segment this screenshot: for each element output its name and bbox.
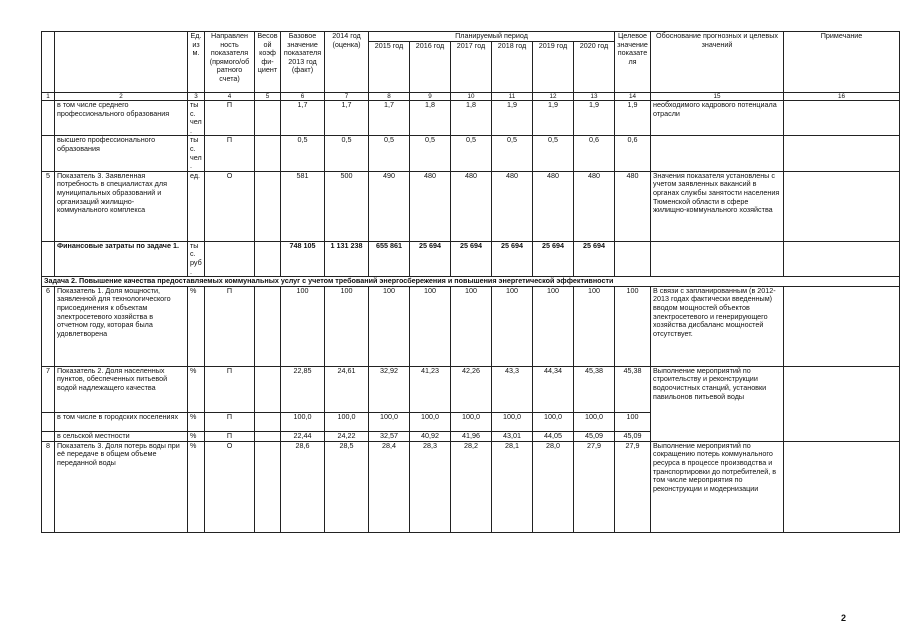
row-justification: Выполнение мероприятий по строительству и реконструкции водоочистных станций, установки павильонов питьевой воды [651, 366, 784, 441]
row-target [615, 241, 651, 276]
row-weight [255, 366, 281, 412]
row-weight [255, 171, 281, 241]
row-note [784, 241, 900, 276]
row-note [784, 286, 900, 366]
row-justification [651, 136, 784, 171]
row-value: 0,6 [574, 136, 615, 171]
row-unit: % [188, 441, 205, 532]
row-value: 100,0 [325, 412, 369, 431]
column-number: 14 [615, 92, 651, 101]
column-number: 15 [651, 92, 784, 101]
row-target: 0,6 [615, 136, 651, 171]
table-row [42, 171, 900, 241]
row-value: 480 [492, 171, 533, 241]
row-target: 45,38 [615, 366, 651, 412]
column-number: 9 [410, 92, 451, 101]
column-number: 10 [451, 92, 492, 101]
row-value: 42,26 [451, 366, 492, 412]
row-value: 0,5 [451, 136, 492, 171]
row-value: 100,0 [281, 412, 325, 431]
table-row [42, 441, 900, 532]
row-justification [651, 241, 784, 276]
row-name: Показатель 3. Доля потерь воды при её передаче в общем объеме переданной воды [55, 441, 188, 532]
row-value: 45,09 [574, 431, 615, 441]
row-value: 100,0 [492, 412, 533, 431]
row-value: 32,92 [369, 366, 410, 412]
row-name: в том числе в городских поселениях [55, 412, 188, 431]
row-name: в сельской местности [55, 431, 188, 441]
column-number: 1 [42, 92, 55, 101]
header-year: 2015 год [369, 41, 410, 92]
row-value: 1,7 [281, 101, 325, 136]
row-value: 100 [281, 286, 325, 366]
header-year: 2016 год [410, 41, 451, 92]
row-weight [255, 136, 281, 171]
row-name: в том числе среднего профессионального образования [55, 101, 188, 136]
row-value: 581 [281, 171, 325, 241]
task-heading-row [42, 277, 900, 287]
row-value: 655 861 [369, 241, 410, 276]
row-note [784, 171, 900, 241]
column-number: 11 [492, 92, 533, 101]
row-index: 7 [42, 366, 55, 412]
row-target: 480 [615, 171, 651, 241]
page-number: 2 [841, 613, 847, 623]
header-index [42, 32, 55, 93]
row-value: 32,57 [369, 431, 410, 441]
header-units: Ед. изм. [188, 32, 205, 93]
header-note: Примечание [784, 32, 900, 93]
row-name: Показатель 3. Заявленная потребность в специалистах для муниципальных образований и организаций жилищно-коммунального комплекса [55, 171, 188, 241]
header-direction: Направлен ность показателя (прямого/об ратного счета) [205, 32, 255, 93]
header-planned-period: Планируемый период [369, 32, 615, 42]
row-unit: тыс. чел. [188, 136, 205, 171]
row-value: 28,2 [451, 441, 492, 532]
row-value: 100 [369, 286, 410, 366]
row-value: 748 105 [281, 241, 325, 276]
row-value: 43,01 [492, 431, 533, 441]
row-value: 28,4 [369, 441, 410, 532]
row-value: 24,61 [325, 366, 369, 412]
row-value: 28,3 [410, 441, 451, 532]
header-target: Целевое значение показателя [615, 32, 651, 93]
header-weight: Весовой коэффи- циент [255, 32, 281, 93]
header-year: 2020 год [574, 41, 615, 92]
row-target: 100 [615, 412, 651, 431]
row-value: 100 [325, 286, 369, 366]
row-weight [255, 412, 281, 431]
row-direction: О [205, 441, 255, 532]
table-row [42, 241, 900, 276]
row-justification: Значения показателя установлены с учетом заявленных вакансий в органах службы занятости населения Тюменской области в сфере жилищно-коммунального хозяйства [651, 171, 784, 241]
row-name: Финансовые затраты по задаче 1. [55, 241, 188, 276]
row-value: 24,22 [325, 431, 369, 441]
indicators-table [41, 31, 900, 533]
row-unit: % [188, 412, 205, 431]
column-number: 12 [533, 92, 574, 101]
row-index [42, 412, 55, 431]
row-value: 45,38 [574, 366, 615, 412]
row-target: 100 [615, 286, 651, 366]
row-value: 40,92 [410, 431, 451, 441]
row-name: высшего профессионального образования [55, 136, 188, 171]
row-value: 28,6 [281, 441, 325, 532]
row-unit: % [188, 286, 205, 366]
row-index: 6 [42, 286, 55, 366]
row-value: 100,0 [451, 412, 492, 431]
column-number: 2 [55, 92, 188, 101]
row-direction: П [205, 286, 255, 366]
row-weight [255, 241, 281, 276]
row-value: 1,8 [410, 101, 451, 136]
row-index [42, 136, 55, 171]
row-unit: тыс. руб. [188, 241, 205, 276]
row-index [42, 431, 55, 441]
row-value: 490 [369, 171, 410, 241]
row-value: 28,5 [325, 441, 369, 532]
row-justification: Выполнение мероприятий по сокращению потерь коммунального ресурса в процессе производства и транспортировки до потребителей, в том числе мероприятия по реконструкции и модернизации [651, 441, 784, 532]
row-direction: П [205, 431, 255, 441]
row-index: 5 [42, 171, 55, 241]
row-justification: необходимого кадрового потенциала отрасли [651, 101, 784, 136]
row-unit: ед. [188, 171, 205, 241]
row-direction: П [205, 366, 255, 412]
row-value: 25 694 [451, 241, 492, 276]
row-note [784, 441, 900, 532]
column-number: 6 [281, 92, 325, 101]
table-row [42, 366, 900, 412]
row-value: 100 [410, 286, 451, 366]
row-direction [205, 241, 255, 276]
row-target: 1,9 [615, 101, 651, 136]
row-direction: П [205, 412, 255, 431]
row-value: 100 [574, 286, 615, 366]
row-value: 25 694 [533, 241, 574, 276]
row-value: 0,5 [533, 136, 574, 171]
row-direction: П [205, 101, 255, 136]
row-value: 27,9 [574, 441, 615, 532]
row-value: 25 694 [410, 241, 451, 276]
row-value: 0,5 [325, 136, 369, 171]
row-direction: О [205, 171, 255, 241]
header-year: 2018 год [492, 41, 533, 92]
header-base: Базовое значение показателя 2013 год (факт) [281, 32, 325, 93]
table-row [42, 286, 900, 366]
row-value: 22,85 [281, 366, 325, 412]
row-value: 100 [451, 286, 492, 366]
row-value: 43,3 [492, 366, 533, 412]
row-value: 100 [492, 286, 533, 366]
row-value: 100 [533, 286, 574, 366]
row-value: 480 [533, 171, 574, 241]
row-value: 480 [451, 171, 492, 241]
column-number: 5 [255, 92, 281, 101]
row-weight [255, 441, 281, 532]
header-estimate: 2014 год (оценка) [325, 32, 369, 93]
row-note [784, 366, 900, 441]
row-value: 22,44 [281, 431, 325, 441]
row-value: 0,5 [492, 136, 533, 171]
column-number: 16 [784, 92, 900, 101]
row-weight [255, 431, 281, 441]
row-note [784, 101, 900, 136]
column-number: 3 [188, 92, 205, 101]
row-weight [255, 286, 281, 366]
row-value: 1,7 [369, 101, 410, 136]
row-value: 100,0 [533, 412, 574, 431]
column-number: 4 [205, 92, 255, 101]
row-value: 500 [325, 171, 369, 241]
row-value: 480 [574, 171, 615, 241]
row-value: 44,05 [533, 431, 574, 441]
header-name [55, 32, 188, 93]
row-value: 0,5 [369, 136, 410, 171]
row-direction: П [205, 136, 255, 171]
row-value: 25 694 [492, 241, 533, 276]
row-target: 27,9 [615, 441, 651, 532]
row-value: 1,7 [325, 101, 369, 136]
row-weight [255, 101, 281, 136]
column-number: 7 [325, 92, 369, 101]
row-value: 1,8 [451, 101, 492, 136]
header-year: 2019 год [533, 41, 574, 92]
table-row [42, 101, 900, 136]
row-value: 100,0 [369, 412, 410, 431]
column-number: 8 [369, 92, 410, 101]
row-unit: % [188, 366, 205, 412]
row-unit: тыс. чел. [188, 101, 205, 136]
row-note [784, 136, 900, 171]
row-name: Показатель 1. Доля мощности, заявленной для технологического присоединения к объектам электросетевого хозяйства в отчетном году, которая была удовлетворена [55, 286, 188, 366]
row-value: 1,9 [492, 101, 533, 136]
header-justification: Обоснование прогнозных и целевых значений [651, 32, 784, 93]
row-index [42, 241, 55, 276]
row-value: 25 694 [574, 241, 615, 276]
row-value: 41,23 [410, 366, 451, 412]
row-value: 0,5 [281, 136, 325, 171]
row-justification: В связи с запланированным (в 2012-2013 годах фактически введенным) вводом мощностей объектов электросетевого и генерирующего хозяйства дисбаланс мощностей отсутствует. [651, 286, 784, 366]
row-value: 100,0 [410, 412, 451, 431]
row-value: 0,5 [410, 136, 451, 171]
row-index: 8 [42, 441, 55, 532]
row-index [42, 101, 55, 136]
row-value: 44,34 [533, 366, 574, 412]
row-value: 100,0 [574, 412, 615, 431]
row-value: 41,96 [451, 431, 492, 441]
row-value: 1 131 238 [325, 241, 369, 276]
row-target: 45,09 [615, 431, 651, 441]
column-number: 13 [574, 92, 615, 101]
task-heading: Задача 2. Повышение качества предоставляемых коммунальных услуг с учетом требований энергосбережения и повышения энергетической эффективности [42, 277, 900, 287]
header-year: 2017 год [451, 41, 492, 92]
row-value: 1,9 [533, 101, 574, 136]
row-unit: % [188, 431, 205, 441]
row-name: Показатель 2. Доля населенных пунктов, обеспеченных питьевой водой надлежащего качества [55, 366, 188, 412]
row-value: 28,0 [533, 441, 574, 532]
table-row [42, 136, 900, 171]
row-value: 480 [410, 171, 451, 241]
row-value: 28,1 [492, 441, 533, 532]
row-value: 1,9 [574, 101, 615, 136]
